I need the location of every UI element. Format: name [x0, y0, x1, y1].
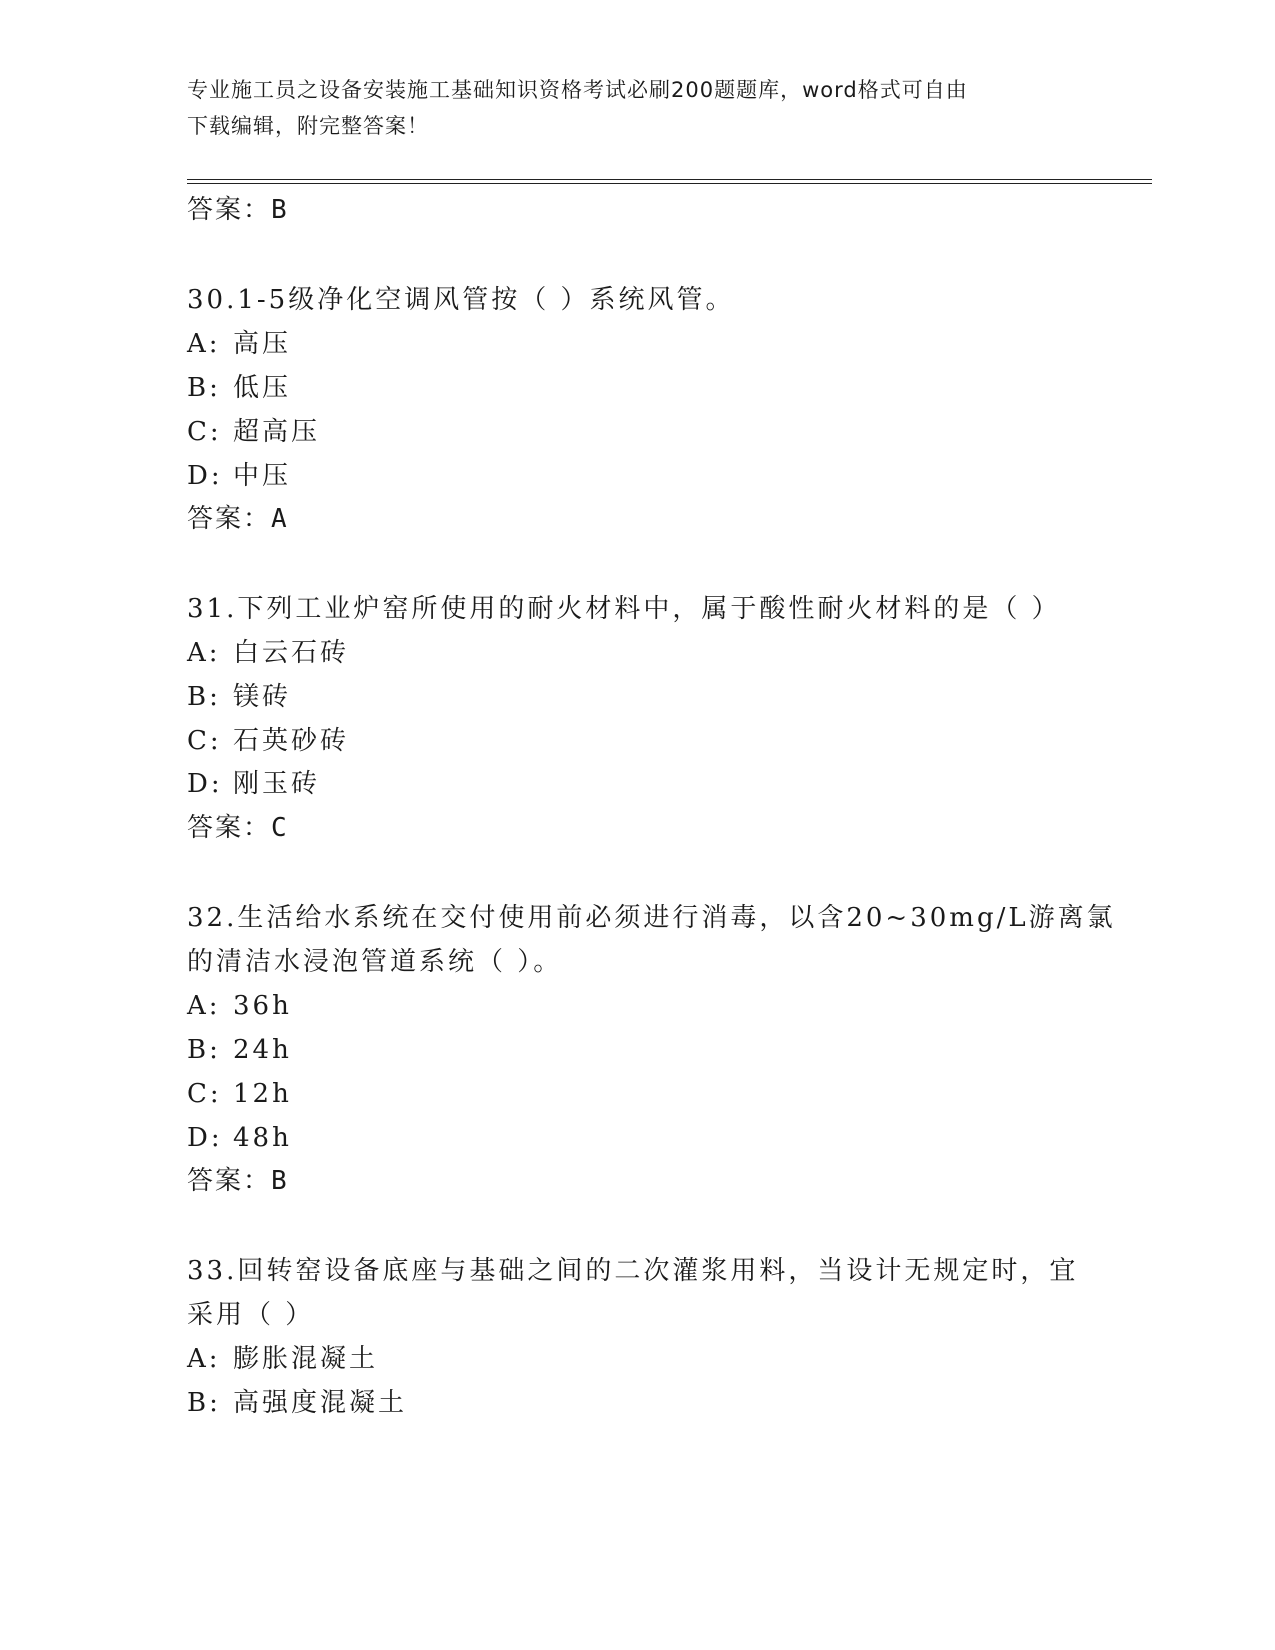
option-b	[187, 1033, 292, 1067]
header-divider	[187, 179, 1152, 180]
answer-value: B	[271, 1166, 289, 1196]
answer-line	[187, 502, 289, 536]
option-text: 膨胀混凝土	[233, 1344, 379, 1374]
option-a	[187, 1342, 378, 1376]
option-text: 低压	[233, 373, 292, 403]
answer-label: 答案：	[187, 1166, 272, 1196]
option-b	[187, 371, 291, 405]
option-text: 高强度混凝土	[233, 1388, 408, 1418]
option-letter: B:	[187, 682, 221, 712]
answer-label: 答案：	[187, 813, 272, 843]
option-a	[187, 989, 292, 1023]
option-letter: C:	[187, 1079, 222, 1109]
option-text: 石英砂砖	[233, 726, 350, 756]
option-letter: D:	[187, 461, 223, 491]
option-text: 镁砖	[233, 682, 292, 712]
option-letter: B:	[187, 373, 221, 403]
option-text: 高压	[233, 329, 292, 359]
answer-label: 答案：	[187, 504, 272, 534]
option-c	[187, 724, 349, 758]
header-divider	[187, 183, 1152, 184]
answer-label: 答案：	[187, 195, 272, 225]
option-text: 中压	[233, 461, 292, 491]
answer-line	[187, 193, 289, 227]
question-stem-continued: 采用（ ）	[187, 1300, 315, 1330]
document-header	[187, 72, 1067, 144]
option-d	[187, 767, 320, 801]
option-c	[187, 415, 320, 449]
option-text: 白云石砖	[233, 638, 350, 668]
option-text: 12h	[233, 1079, 292, 1109]
option-text: 超高压	[233, 417, 321, 447]
option-letter: A:	[187, 991, 221, 1021]
option-b	[187, 1386, 407, 1420]
option-text: 48h	[233, 1123, 292, 1153]
option-letter: C:	[187, 417, 222, 447]
option-text: 刚玉砖	[233, 769, 321, 799]
option-b	[187, 680, 291, 714]
option-letter: B:	[187, 1035, 221, 1065]
option-letter: A:	[187, 638, 221, 668]
question-stem: 30.1-5级净化空调风管按（ ）系统风管。	[187, 285, 735, 315]
option-d	[187, 459, 291, 493]
option-text: 36h	[233, 991, 292, 1021]
answer-value: C	[271, 813, 289, 843]
answer-value: A	[271, 504, 289, 534]
question-stem-continued: 的清洁水浸泡管道系统（ ）。	[187, 947, 563, 977]
header-line-1: 专业施工员之设备安装施工基础知识资格考试必刷200题题库，word格式可自由	[187, 78, 968, 102]
answer-line	[187, 811, 289, 845]
option-letter: D:	[187, 1123, 223, 1153]
option-text: 24h	[233, 1035, 292, 1065]
option-letter: A:	[187, 329, 221, 359]
question-stem: 31.下列工业炉窑所使用的耐火材料中，属于酸性耐火材料的是（ ）	[187, 594, 1061, 624]
option-letter: B:	[187, 1388, 221, 1418]
answer-line	[187, 1164, 289, 1198]
header-line-2: 下载编辑，附完整答案！	[187, 114, 429, 138]
option-c	[187, 1077, 292, 1111]
option-letter: A:	[187, 1344, 221, 1374]
option-letter: C:	[187, 726, 222, 756]
question-stem: 32.生活给水系统在交付使用前必须进行消毒，以含20~30mg/L游离氯	[187, 903, 1116, 933]
question-stem: 33.回转窑设备底座与基础之间的二次灌浆用料，当设计无规定时，宜	[187, 1256, 1079, 1286]
option-d	[187, 1121, 292, 1155]
option-letter: D:	[187, 769, 223, 799]
option-a	[187, 327, 291, 361]
option-a	[187, 636, 349, 670]
answer-value: B	[271, 195, 289, 225]
